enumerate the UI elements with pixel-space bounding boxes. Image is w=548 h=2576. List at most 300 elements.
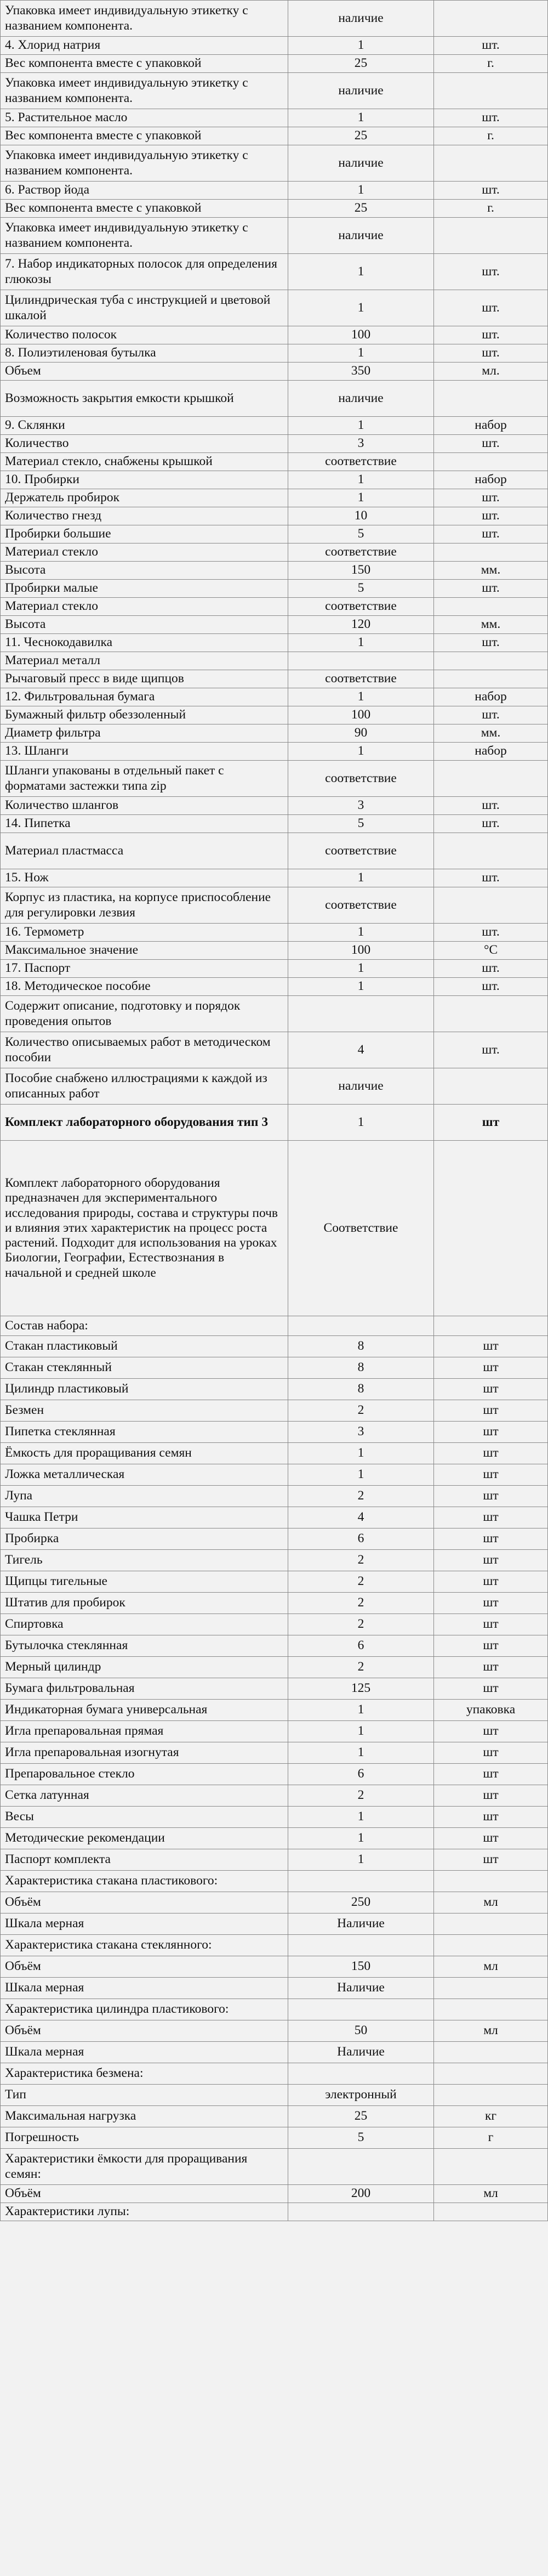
row-value: 1 (288, 290, 434, 326)
row-unit (434, 453, 548, 471)
table-row (1, 1700, 548, 1721)
row-unit (434, 2085, 548, 2106)
row-unit: шт (434, 1528, 548, 1550)
row-label: Бутылочка стеклянная (1, 1635, 288, 1657)
table-row (1, 1443, 548, 1464)
row-value: 2 (288, 1785, 434, 1807)
row-unit: шт. (434, 815, 548, 833)
row-unit (434, 1316, 548, 1336)
table-row (1, 598, 548, 616)
row-label: Характеристики ёмкости для проращивания семян: (1, 2149, 288, 2185)
table-row (1, 381, 548, 417)
table-row (1, 706, 548, 724)
row-value: 1 (288, 1807, 434, 1828)
row-label: Вес компонента вместе с упаковкой (1, 200, 288, 218)
row-unit (434, 1999, 548, 2020)
row-label: Держатель пробирок (1, 489, 288, 507)
row-label: 15. Нож (1, 869, 288, 887)
table-row (1, 1849, 548, 1871)
table-row (1, 1785, 548, 1807)
table-row (1, 1593, 548, 1614)
table-row (1, 1379, 548, 1400)
row-value: 2 (288, 1593, 434, 1614)
table-row (1, 1764, 548, 1785)
row-value: 200 (288, 2185, 434, 2203)
row-label: 13. Шланги (1, 743, 288, 761)
table-row (1, 1678, 548, 1700)
row-unit: шт. (434, 326, 548, 344)
row-value (288, 2203, 434, 2221)
table-row (1, 471, 548, 489)
row-label: Количество полосок (1, 326, 288, 344)
row-label: Материал стекло (1, 543, 288, 562)
row-value: 1 (288, 1443, 434, 1464)
row-label: 17. Паспорт (1, 960, 288, 978)
row-label: Упаковка имеет индивидуальную этикетку с названием компонента. (1, 145, 288, 182)
table-row (1, 761, 548, 797)
row-label: Характеристика стакана стеклянного: (1, 1935, 288, 1956)
row-unit: шт. (434, 507, 548, 525)
table-row (1, 887, 548, 924)
table-row (1, 1999, 548, 2020)
row-label: 14. Пипетка (1, 815, 288, 833)
row-label: Стакан пластиковый (1, 1336, 288, 1357)
row-label: Мерный цилиндр (1, 1657, 288, 1678)
table-row (1, 2106, 548, 2127)
row-unit: шт. (434, 978, 548, 996)
row-value: 1 (288, 688, 434, 706)
row-value: 100 (288, 942, 434, 960)
table-row (1, 1550, 548, 1571)
row-value: 8 (288, 1357, 434, 1379)
row-unit: мм. (434, 616, 548, 634)
row-label: Вес компонента вместе с упаковкой (1, 127, 288, 145)
row-value: 150 (288, 562, 434, 580)
row-unit: г. (434, 200, 548, 218)
row-unit: шт (434, 1721, 548, 1742)
row-unit: г. (434, 127, 548, 145)
row-unit: шт (434, 1486, 548, 1507)
row-unit (434, 73, 548, 109)
row-label: Состав набора: (1, 1316, 288, 1336)
row-label: Безмен (1, 1400, 288, 1422)
table-row (1, 525, 548, 543)
row-label: Шланги упакованы в отдельный пакет с форматами застежки типа zip (1, 761, 288, 797)
table-row (1, 453, 548, 471)
row-value: соответствие (288, 761, 434, 797)
row-value: 1 (288, 634, 434, 652)
row-label: Максимальное значение (1, 942, 288, 960)
table-row (1, 417, 548, 435)
row-label: Количество гнезд (1, 507, 288, 525)
row-value: 1 (288, 978, 434, 996)
row-value (288, 1316, 434, 1336)
row-value: 2 (288, 1486, 434, 1507)
row-value: 125 (288, 1678, 434, 1700)
table-row (1, 960, 548, 978)
row-value: 1 (288, 960, 434, 978)
row-unit (434, 833, 548, 869)
table-row (1, 326, 548, 344)
row-value: 1 (288, 869, 434, 887)
row-value: 8 (288, 1379, 434, 1400)
row-value (288, 1999, 434, 2020)
table-row (1, 562, 548, 580)
table-row (1, 344, 548, 363)
row-unit (434, 1141, 548, 1316)
table-row (1, 145, 548, 182)
row-value: соответствие (288, 598, 434, 616)
table-row (1, 1486, 548, 1507)
row-unit (434, 145, 548, 182)
row-label: Спиртовка (1, 1614, 288, 1635)
row-value: 1 (288, 37, 434, 55)
table-row (1, 815, 548, 833)
row-label: Пробирки большие (1, 525, 288, 543)
row-label: 9. Склянки (1, 417, 288, 435)
row-unit: шт. (434, 435, 548, 453)
row-label: Характеристика стакана пластикового: (1, 1871, 288, 1892)
row-value: 1 (288, 344, 434, 363)
row-value: 10 (288, 507, 434, 525)
table-row (1, 489, 548, 507)
row-label: Комплект лабораторного оборудования тип 3 (1, 1105, 288, 1141)
row-label: Характеристика цилиндра пластикового: (1, 1999, 288, 2020)
row-value: 1 (288, 417, 434, 435)
row-unit: шт. (434, 344, 548, 363)
row-value: 2 (288, 1657, 434, 1678)
table-row (1, 1068, 548, 1105)
table-row (1, 1807, 548, 1828)
row-unit (434, 1871, 548, 1892)
row-label: Игла препаровальная прямая (1, 1721, 288, 1742)
row-value (288, 1871, 434, 1892)
row-label: Количество шлангов (1, 797, 288, 815)
table-row (1, 182, 548, 200)
row-value: 4 (288, 1507, 434, 1528)
row-value: соответствие (288, 833, 434, 869)
row-value: наличие (288, 218, 434, 254)
table-row (1, 580, 548, 598)
row-unit: шт. (434, 706, 548, 724)
row-label: Шкала мерная (1, 2042, 288, 2063)
row-value (288, 652, 434, 670)
row-label: Корпус из пластика, на корпусе приспособление для регулировки лезвия (1, 887, 288, 924)
row-label: Индикаторная бумага универсальная (1, 1700, 288, 1721)
row-unit: набор (434, 471, 548, 489)
row-unit: кг (434, 2106, 548, 2127)
row-unit (434, 1913, 548, 1935)
row-label: Вес компонента вместе с упаковкой (1, 55, 288, 73)
row-value: 1 (288, 1828, 434, 1849)
row-label: Ёмкость для проращивания семян (1, 1443, 288, 1464)
row-value: 1 (288, 743, 434, 761)
row-label: Игла препаровальная изогнутая (1, 1742, 288, 1764)
row-unit: шт (434, 1678, 548, 1700)
row-unit (434, 2203, 548, 2221)
row-unit: мл. (434, 363, 548, 381)
row-label: Шкала мерная (1, 1978, 288, 1999)
row-value: Соответствие (288, 1141, 434, 1316)
row-value: 250 (288, 1892, 434, 1913)
table-row (1, 2063, 548, 2085)
row-unit: шт (434, 1614, 548, 1635)
row-label: Объём (1, 2185, 288, 2203)
row-label: Объем (1, 363, 288, 381)
row-unit (434, 996, 548, 1032)
row-unit: шт (434, 1657, 548, 1678)
table-row (1, 200, 548, 218)
row-unit: шт. (434, 254, 548, 290)
table-row (1, 1956, 548, 1978)
table-row (1, 507, 548, 525)
table-row (1, 924, 548, 942)
row-label: Лупа (1, 1486, 288, 1507)
row-label: Максимальная нагрузка (1, 2106, 288, 2127)
row-unit: шт. (434, 109, 548, 127)
row-label: Комплект лабораторного оборудования предназначен для экспериментального исследования природы, состава и структуры почв и влияния этих характеристик на процесс роста растений. Подходит для использования на уроках Биологии, Географии, Естествознания в начальной и средней школе (1, 1141, 288, 1316)
row-value: Наличие (288, 2042, 434, 2063)
table-row (1, 1507, 548, 1528)
row-label: Характеристика безмена: (1, 2063, 288, 2085)
row-unit: шт. (434, 869, 548, 887)
row-value: 3 (288, 1422, 434, 1443)
row-value: Наличие (288, 1913, 434, 1935)
row-value: соответствие (288, 543, 434, 562)
row-value: 1 (288, 489, 434, 507)
row-label: Бумага фильтровальная (1, 1678, 288, 1700)
row-unit (434, 1, 548, 37)
row-value: соответствие (288, 887, 434, 924)
row-label: Весы (1, 1807, 288, 1828)
table-row (1, 218, 548, 254)
table-row (1, 1528, 548, 1550)
row-unit: шт (434, 1400, 548, 1422)
row-value: 25 (288, 55, 434, 73)
row-label: Пособие снабжено иллюстрациями к каждой из описанных работ (1, 1068, 288, 1105)
table-row (1, 942, 548, 960)
row-unit: шт (434, 1422, 548, 1443)
row-label: Количество описываемых работ в методическом пособии (1, 1032, 288, 1068)
row-unit: шт (434, 1464, 548, 1486)
row-value: 6 (288, 1764, 434, 1785)
row-label: 18. Методическое пособие (1, 978, 288, 996)
row-value: 2 (288, 1614, 434, 1635)
table-row (1, 1935, 548, 1956)
row-unit: шт (434, 1764, 548, 1785)
row-label: 11. Чеснокодавилка (1, 634, 288, 652)
row-value: 8 (288, 1336, 434, 1357)
row-value: 5 (288, 580, 434, 598)
row-unit: шт. (434, 580, 548, 598)
row-label: Материал пластмасса (1, 833, 288, 869)
row-label: Сетка латунная (1, 1785, 288, 1807)
table-row (1, 634, 548, 652)
row-unit: шт (434, 1357, 548, 1379)
row-value: 6 (288, 1635, 434, 1657)
row-value: 3 (288, 435, 434, 453)
row-value: Наличие (288, 1978, 434, 1999)
table-row (1, 1336, 548, 1357)
row-label: Щипцы тигельные (1, 1571, 288, 1593)
row-value: 5 (288, 2127, 434, 2149)
row-value: 1 (288, 1721, 434, 1742)
table-row (1, 1357, 548, 1379)
row-label: Высота (1, 562, 288, 580)
table-row (1, 1571, 548, 1593)
table-row (1, 2203, 548, 2221)
row-unit (434, 1978, 548, 1999)
row-label: Содержит описание, подготовку и порядок проведения опытов (1, 996, 288, 1032)
row-unit (434, 1935, 548, 1956)
row-label: Материал стекло, снабжены крышкой (1, 453, 288, 471)
row-unit: шт (434, 1571, 548, 1593)
row-unit: шт (434, 1443, 548, 1464)
row-label: Материал стекло (1, 598, 288, 616)
table-row (1, 1978, 548, 1999)
table-row (1, 1614, 548, 1635)
row-unit: шт. (434, 37, 548, 55)
table-row (1, 1422, 548, 1443)
table-row (1, 2042, 548, 2063)
table-row (1, 1913, 548, 1935)
row-value: 100 (288, 326, 434, 344)
row-label: 10. Пробирки (1, 471, 288, 489)
row-unit (434, 2063, 548, 2085)
table-row (1, 724, 548, 743)
row-label: Пробирки малые (1, 580, 288, 598)
row-value: наличие (288, 145, 434, 182)
table-row (1, 37, 548, 55)
table-row (1, 1828, 548, 1849)
row-label: Погрешность (1, 2127, 288, 2149)
row-label: Упаковка имеет индивидуальную этикетку с названием компонента. (1, 1, 288, 37)
row-label: 12. Фильтровальная бумага (1, 688, 288, 706)
table-row (1, 254, 548, 290)
row-unit: шт (434, 1849, 548, 1871)
row-value: 1 (288, 1105, 434, 1141)
table-row (1, 435, 548, 453)
row-label: Цилиндрическая туба с инструкцией и цветовой шкалой (1, 290, 288, 326)
row-unit: шт (434, 1785, 548, 1807)
table-row (1, 543, 548, 562)
row-label: Пробирка (1, 1528, 288, 1550)
row-label: Пипетка стеклянная (1, 1422, 288, 1443)
table-row (1, 2185, 548, 2203)
row-label: 7. Набор индикаторных полосок для определения глюкозы (1, 254, 288, 290)
row-unit: набор (434, 417, 548, 435)
row-value: 2 (288, 1571, 434, 1593)
row-label: 8. Полиэтиленовая бутылка (1, 344, 288, 363)
row-unit: набор (434, 688, 548, 706)
row-value: 6 (288, 1528, 434, 1550)
table-row (1, 978, 548, 996)
row-unit: шт. (434, 1032, 548, 1068)
row-unit (434, 1068, 548, 1105)
row-value (288, 2149, 434, 2185)
row-value: 1 (288, 471, 434, 489)
row-value: 5 (288, 525, 434, 543)
table-row (1, 1316, 548, 1336)
table-row (1, 616, 548, 634)
table-row (1, 55, 548, 73)
table-row (1, 127, 548, 145)
row-label: Методические рекомендации (1, 1828, 288, 1849)
row-label: Рычаговый пресс в виде щипцов (1, 670, 288, 688)
row-unit: мм. (434, 562, 548, 580)
table-row (1, 1892, 548, 1913)
table-row (1, 363, 548, 381)
table-row (1, 73, 548, 109)
row-unit: шт (434, 1742, 548, 1764)
row-unit: шт (434, 1336, 548, 1357)
row-unit (434, 887, 548, 924)
row-label: Упаковка имеет индивидуальную этикетку с названием компонента. (1, 218, 288, 254)
row-unit (434, 2149, 548, 2185)
table-row (1, 1742, 548, 1764)
table-row (1, 2085, 548, 2106)
table-row (1, 743, 548, 761)
table-row (1, 833, 548, 869)
table-row (1, 1141, 548, 1316)
row-label: Количество (1, 435, 288, 453)
table-row (1, 1105, 548, 1141)
row-unit: шт. (434, 182, 548, 200)
row-unit: шт (434, 1807, 548, 1828)
row-label: 4. Хлорид натрия (1, 37, 288, 55)
row-unit: шт (434, 1593, 548, 1614)
row-label: 6. Раствор йода (1, 182, 288, 200)
row-unit: г (434, 2127, 548, 2149)
row-label: Упаковка имеет индивидуальную этикетку с названием компонента. (1, 73, 288, 109)
row-label: Объём (1, 2020, 288, 2042)
row-unit: шт (434, 1379, 548, 1400)
table-row (1, 1871, 548, 1892)
row-label: Материал металл (1, 652, 288, 670)
table-row (1, 797, 548, 815)
row-value: 150 (288, 1956, 434, 1978)
row-value: 1 (288, 254, 434, 290)
row-value: электронный (288, 2085, 434, 2106)
row-unit: шт. (434, 924, 548, 942)
row-value (288, 996, 434, 1032)
table-row (1, 1, 548, 37)
row-unit (434, 543, 548, 562)
row-value: 1 (288, 1464, 434, 1486)
row-unit (434, 652, 548, 670)
row-unit: набор (434, 743, 548, 761)
table-row (1, 1635, 548, 1657)
row-unit: шт (434, 1635, 548, 1657)
row-value: 1 (288, 1742, 434, 1764)
row-unit: шт (434, 1550, 548, 1571)
row-value: наличие (288, 381, 434, 417)
row-value: 2 (288, 1400, 434, 1422)
row-unit (434, 670, 548, 688)
row-unit (434, 218, 548, 254)
row-unit: шт (434, 1507, 548, 1528)
row-unit: шт (434, 1105, 548, 1141)
row-unit (434, 598, 548, 616)
row-value: 25 (288, 200, 434, 218)
table-row (1, 2149, 548, 2185)
row-label: Объём (1, 1956, 288, 1978)
table-row (1, 670, 548, 688)
row-unit (434, 381, 548, 417)
row-value: 1 (288, 1849, 434, 1871)
row-value: соответствие (288, 670, 434, 688)
row-unit: мл (434, 2020, 548, 2042)
